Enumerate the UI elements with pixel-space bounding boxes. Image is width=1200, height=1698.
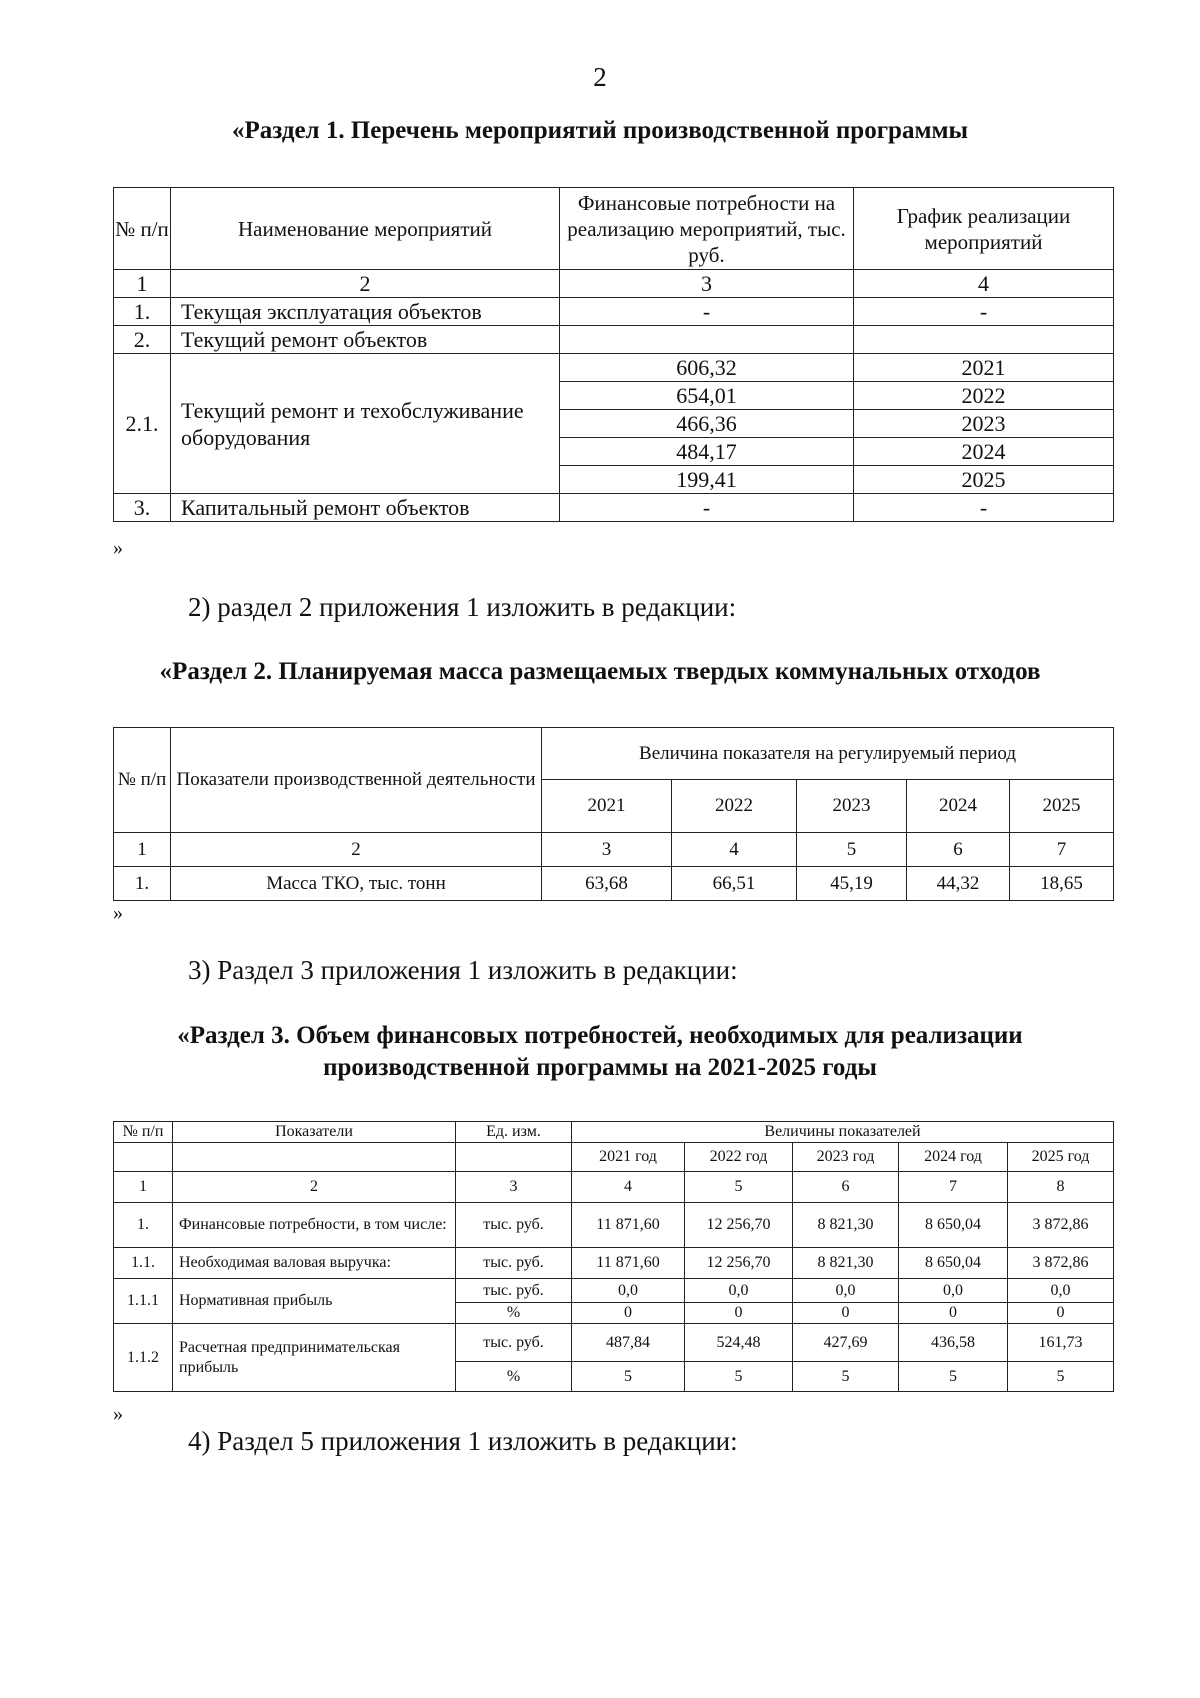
header-num: № п/п (114, 1122, 173, 1143)
row-value: 12 256,70 (685, 1203, 793, 1248)
col-number: 1 (114, 270, 171, 298)
row-num: 1.1. (114, 1248, 173, 1279)
header-name: Наименование мероприятий (171, 188, 560, 270)
header-indicators: Показатели (173, 1122, 456, 1143)
row-name: Масса ТКО, тыс. тонн (171, 867, 542, 901)
table-row (114, 1248, 1114, 1279)
row-schedule: 2022 (854, 382, 1114, 410)
row-value: 0,0 (572, 1279, 685, 1303)
header-finance: Финансовые потребности на реализацию мероприятий, тыс. руб. (560, 188, 854, 270)
row-value: 5 (572, 1362, 685, 1392)
column-number-row (114, 270, 1114, 298)
row-value: 44,32 (907, 867, 1010, 901)
row-unit: тыс. руб. (456, 1203, 572, 1248)
row-num: 2. (114, 326, 171, 354)
row-value: 487,84 (572, 1324, 685, 1362)
row-value: 11 871,60 (572, 1248, 685, 1279)
row-value: 0 (793, 1303, 899, 1324)
row-schedule: 2021 (854, 354, 1114, 382)
row-value: 0,0 (685, 1279, 793, 1303)
col-number: 3 (456, 1172, 572, 1203)
header-year: 2025 год (1008, 1143, 1114, 1172)
row-value: 5 (1008, 1362, 1114, 1392)
row-value: 63,68 (542, 867, 672, 901)
section1-title: «Раздел 1. Перечень мероприятий производственной программы (231, 117, 969, 144)
header-unit: Ед. изм. (456, 1122, 572, 1143)
row-finance (560, 326, 854, 354)
row-value: 18,65 (1010, 867, 1114, 901)
header-empty (173, 1143, 456, 1172)
header-empty (456, 1143, 572, 1172)
row-name: Текущий ремонт и техобслуживание оборудования (171, 354, 560, 494)
row-value: 12 256,70 (685, 1248, 793, 1279)
col-number: 4 (572, 1172, 685, 1203)
table-header-row (114, 188, 1114, 270)
close-quote: » (113, 902, 123, 924)
row-value: 5 (685, 1362, 793, 1392)
table-header-row (114, 1143, 1114, 1172)
row-schedule: 2025 (854, 466, 1114, 494)
col-number: 5 (797, 833, 907, 867)
paragraph-4: 4) Раздел 5 приложения 1 изложить в редакции: (188, 1426, 738, 1456)
section1-table (113, 187, 1114, 522)
row-num: 1.1.1 (114, 1279, 173, 1324)
row-num: 3. (114, 494, 171, 522)
table-header-row (114, 728, 1114, 780)
row-value: 8 821,30 (793, 1203, 899, 1248)
header-period: Величина показателя на регулируемый период (542, 728, 1114, 780)
close-quote: » (113, 1403, 123, 1425)
header-num: № п/п (114, 728, 171, 833)
row-schedule: - (854, 494, 1114, 522)
row-finance: 654,01 (560, 382, 854, 410)
row-schedule (854, 326, 1114, 354)
header-num: № п/п (114, 188, 171, 270)
section3-table (113, 1121, 1114, 1392)
table-row (114, 1324, 1114, 1362)
header-year: 2023 год (793, 1143, 899, 1172)
table-row (114, 1279, 1114, 1303)
col-number: 8 (1008, 1172, 1114, 1203)
row-num: 2.1. (114, 354, 171, 494)
row-schedule: 2024 (854, 438, 1114, 466)
row-schedule: 2023 (854, 410, 1114, 438)
section3-title-line1: «Раздел 3. Объем финансовых потребностей, необходимых для реализации (177, 1022, 1023, 1049)
row-name: Капитальный ремонт объектов (171, 494, 560, 522)
paragraph-2: 2) раздел 2 приложения 1 изложить в редакции: (188, 592, 737, 622)
col-number: 6 (793, 1172, 899, 1203)
table-row (114, 326, 1114, 354)
row-unit: % (456, 1362, 572, 1392)
column-number-row (114, 1172, 1114, 1203)
header-year: 2021 год (572, 1143, 685, 1172)
row-value: 3 872,86 (1008, 1203, 1114, 1248)
close-quote: » (113, 537, 123, 559)
table-row (114, 494, 1114, 522)
table-row (114, 1203, 1114, 1248)
row-value: 8 821,30 (793, 1248, 899, 1279)
row-name: Финансовые потребности, в том числе: (173, 1203, 456, 1248)
row-value: 0 (899, 1303, 1008, 1324)
row-value: 5 (899, 1362, 1008, 1392)
row-value: 5 (793, 1362, 899, 1392)
row-finance: - (560, 494, 854, 522)
row-num: 1. (114, 1203, 173, 1248)
table-header-row (114, 1122, 1114, 1143)
col-number: 1 (114, 833, 171, 867)
row-unit: тыс. руб. (456, 1279, 572, 1303)
header-year: 2024 (907, 780, 1010, 833)
paragraph-3: 3) Раздел 3 приложения 1 изложить в редакции: (188, 955, 738, 985)
row-name: Нормативная прибыль (173, 1279, 456, 1324)
header-schedule: График реализации мероприятий (854, 188, 1114, 270)
row-value: 0,0 (1008, 1279, 1114, 1303)
row-value: 0,0 (899, 1279, 1008, 1303)
row-finance: 199,41 (560, 466, 854, 494)
row-value: 0 (1008, 1303, 1114, 1324)
col-number: 1 (114, 1172, 173, 1203)
row-value: 11 871,60 (572, 1203, 685, 1248)
header-year: 2025 (1010, 780, 1114, 833)
row-value: 3 872,86 (1008, 1248, 1114, 1279)
row-value: 161,73 (1008, 1324, 1114, 1362)
row-finance: - (560, 298, 854, 326)
row-value: 0 (685, 1303, 793, 1324)
table-row (114, 354, 1114, 382)
page-number: 2 (593, 62, 607, 92)
row-value: 524,48 (685, 1324, 793, 1362)
section2-table (113, 727, 1114, 901)
column-number-row (114, 833, 1114, 867)
row-unit: тыс. руб. (456, 1248, 572, 1279)
row-unit: тыс. руб. (456, 1324, 572, 1362)
header-year: 2022 (672, 780, 797, 833)
col-number: 7 (899, 1172, 1008, 1203)
row-finance: 466,36 (560, 410, 854, 438)
row-num: 1. (114, 298, 171, 326)
header-indicator: Показатели производственной деятельности (171, 728, 542, 833)
col-number: 7 (1010, 833, 1114, 867)
table-row (114, 298, 1114, 326)
col-number: 6 (907, 833, 1010, 867)
row-num: 1.1.2 (114, 1324, 173, 1392)
col-number: 2 (173, 1172, 456, 1203)
header-year: 2024 год (899, 1143, 1008, 1172)
header-year: 2022 год (685, 1143, 793, 1172)
row-value: 66,51 (672, 867, 797, 901)
header-empty (114, 1143, 173, 1172)
col-number: 3 (542, 833, 672, 867)
row-name: Расчетная предпринимательская прибыль (173, 1324, 456, 1392)
row-value: 0,0 (793, 1279, 899, 1303)
col-number: 2 (171, 833, 542, 867)
row-name: Текущая эксплуатация объектов (171, 298, 560, 326)
row-value: 8 650,04 (899, 1248, 1008, 1279)
row-value: 436,58 (899, 1324, 1008, 1362)
row-name: Необходимая валовая выручка: (173, 1248, 456, 1279)
header-year: 2023 (797, 780, 907, 833)
row-schedule: - (854, 298, 1114, 326)
col-number: 2 (171, 270, 560, 298)
row-finance: 606,32 (560, 354, 854, 382)
row-value: 8 650,04 (899, 1203, 1008, 1248)
row-name: Текущий ремонт объектов (171, 326, 560, 354)
row-num: 1. (114, 867, 171, 901)
section2-title: «Раздел 2. Планируемая масса размещаемых твердых коммунальных отходов (159, 658, 1041, 685)
col-number: 4 (672, 833, 797, 867)
col-number: 4 (854, 270, 1114, 298)
row-value: 45,19 (797, 867, 907, 901)
section3-title-line2: производственной программы на 2021-2025 годы (323, 1054, 877, 1081)
table-row (114, 867, 1114, 901)
row-finance: 484,17 (560, 438, 854, 466)
row-unit: % (456, 1303, 572, 1324)
col-number: 3 (560, 270, 854, 298)
header-year: 2021 (542, 780, 672, 833)
col-number: 5 (685, 1172, 793, 1203)
header-values: Величины показателей (572, 1122, 1114, 1143)
row-value: 0 (572, 1303, 685, 1324)
row-value: 427,69 (793, 1324, 899, 1362)
